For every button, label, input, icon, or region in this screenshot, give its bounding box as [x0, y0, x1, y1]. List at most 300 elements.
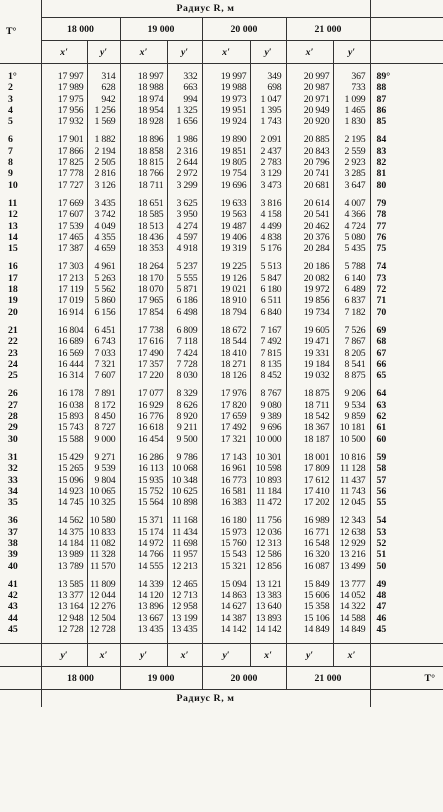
angle-t: 24 [8, 358, 18, 370]
y-value: 1 882 [87, 134, 120, 145]
x-value: 19 890 [202, 134, 250, 145]
y-value: 5 847 [250, 273, 286, 284]
y-value: 13 199 [167, 613, 202, 624]
x-value: 18 353 [120, 243, 167, 254]
table-row [0, 549, 443, 560]
x-value: 19 856 [286, 295, 333, 306]
angle-complement: 56 [370, 486, 443, 497]
angle-complement: 79 [370, 198, 443, 209]
y-value: 2 923 [333, 157, 370, 168]
radius-footer-21000: 21 000 [286, 667, 370, 690]
y-value: 6 156 [87, 307, 120, 318]
x-value: 19 997 [202, 71, 250, 82]
angle-t: 32 [8, 463, 18, 475]
radius-footer-19000: 19 000 [120, 667, 202, 690]
x-value: 18 542 [286, 411, 333, 422]
y-value: 9 500 [167, 434, 202, 445]
angle-t: 36 [8, 515, 18, 527]
y-value: 11 437 [333, 475, 370, 486]
x-value: 14 923 [41, 486, 87, 497]
table-row [0, 198, 443, 209]
y-value: 9 271 [87, 452, 120, 463]
y-value: 10 833 [87, 527, 120, 538]
y-value: 942 [87, 94, 120, 105]
table-row [0, 348, 443, 359]
angle-complement: 46 [370, 613, 443, 624]
x-value: 19 406 [202, 232, 250, 243]
table-row [0, 538, 443, 549]
y-value: 4 274 [167, 221, 202, 232]
col-x-header: x′ [120, 41, 167, 64]
y-value: 314 [87, 71, 120, 82]
x-value: 18 436 [120, 232, 167, 243]
x-value: 17 077 [120, 388, 167, 399]
y-value: 6 809 [167, 325, 202, 336]
y-value: 4 918 [167, 243, 202, 254]
x-value: 17 202 [286, 497, 333, 508]
x-value: 14 849 [286, 624, 333, 635]
x-value: 17 866 [41, 146, 87, 157]
angle-t: 10 [8, 179, 18, 191]
y-value: 4 049 [87, 221, 120, 232]
y-value: 1 047 [250, 94, 286, 105]
x-value: 15 094 [202, 579, 250, 590]
table-row [0, 295, 443, 306]
table-row [0, 475, 443, 486]
x-value: 18 672 [202, 325, 250, 336]
y-value: 5 237 [167, 261, 202, 272]
col-y-footer: y′ [286, 644, 333, 667]
angle-complement: 73 [370, 273, 443, 284]
x-value: 13 164 [41, 601, 87, 612]
y-value: 6 186 [167, 295, 202, 306]
x-value: 15 760 [202, 538, 250, 549]
x-value: 20 741 [286, 168, 333, 179]
y-value: 5 080 [333, 232, 370, 243]
angle-complement: 77 [370, 221, 443, 232]
y-value: 5 555 [167, 273, 202, 284]
y-value: 12 856 [250, 561, 286, 572]
angle-t: 38 [8, 537, 18, 549]
y-value: 5 513 [250, 261, 286, 272]
x-value: 13 989 [41, 549, 87, 560]
y-value: 13 435 [167, 624, 202, 635]
table-row [0, 232, 443, 243]
x-value: 17 119 [41, 284, 87, 295]
y-value: 4 961 [87, 261, 120, 272]
y-value: 6 180 [250, 284, 286, 295]
y-value: 1 395 [250, 105, 286, 116]
y-value: 10 500 [333, 434, 370, 445]
x-value: 17 321 [202, 434, 250, 445]
y-value: 4 499 [250, 221, 286, 232]
radius-header-19000: 19 000 [120, 18, 202, 41]
y-value: 698 [250, 82, 286, 93]
table-title: Радиус R, м [41, 0, 370, 18]
x-value: 17 612 [286, 475, 333, 486]
angle-complement: 69 [370, 325, 443, 336]
y-value: 11 743 [333, 486, 370, 497]
angle-complement: 62 [370, 411, 443, 422]
y-value: 4 659 [87, 243, 120, 254]
x-value: 15 106 [286, 613, 333, 624]
col-x-header: x′ [202, 41, 250, 64]
table-title-footer: Радиус R, м [41, 690, 370, 708]
x-value: 19 471 [286, 336, 333, 347]
table-row [0, 71, 443, 82]
x-value: 20 376 [286, 232, 333, 243]
angle-complement: 68 [370, 336, 443, 347]
y-value: 2 559 [333, 146, 370, 157]
table-row [0, 486, 443, 497]
y-value: 2 816 [87, 168, 120, 179]
y-value: 3 126 [87, 180, 120, 191]
x-value: 20 462 [286, 221, 333, 232]
angle-complement: 52 [370, 538, 443, 549]
x-value: 16 180 [202, 515, 250, 526]
radius-header-20000: 20 000 [202, 18, 286, 41]
angle-t: 40 [8, 560, 18, 572]
y-value: 10 068 [167, 463, 202, 474]
x-value: 17 539 [41, 221, 87, 232]
x-value: 15 752 [120, 486, 167, 497]
x-value: 18 815 [120, 157, 167, 168]
angle-t: 29 [8, 422, 18, 434]
x-value: 14 339 [120, 579, 167, 590]
y-value: 367 [333, 71, 370, 82]
x-value: 16 320 [286, 549, 333, 560]
y-value: 10 065 [87, 486, 120, 497]
y-value: 9 804 [87, 475, 120, 486]
table-row [0, 157, 443, 168]
x-value: 12 948 [41, 613, 87, 624]
x-value: 18 513 [120, 221, 167, 232]
y-value: 6 743 [87, 336, 120, 347]
x-value: 14 766 [120, 549, 167, 560]
angle-complement: 67 [370, 348, 443, 359]
x-value: 16 581 [202, 486, 250, 497]
x-value: 14 387 [202, 613, 250, 624]
angle-t: 3 [8, 93, 13, 105]
y-value: 2 437 [250, 146, 286, 157]
angle-complement: 66 [370, 359, 443, 370]
angle-t: 21 [8, 324, 18, 336]
angle-complement: 61 [370, 422, 443, 433]
x-value: 17 213 [41, 273, 87, 284]
x-value: 13 435 [120, 624, 167, 635]
x-value: 18 974 [120, 94, 167, 105]
y-value: 13 216 [333, 549, 370, 560]
y-value: 1 256 [87, 105, 120, 116]
x-value: 15 935 [120, 475, 167, 486]
angle-complement: 45 [370, 624, 443, 635]
y-value: 12 929 [333, 538, 370, 549]
y-value: 6 489 [333, 284, 370, 295]
angle-complement: 85 [370, 116, 443, 127]
x-value: 15 174 [120, 527, 167, 538]
y-value: 1 465 [333, 105, 370, 116]
y-value: 5 176 [250, 243, 286, 254]
y-value: 13 499 [333, 561, 370, 572]
x-value: 20 971 [286, 94, 333, 105]
table-row [0, 411, 443, 422]
angle-complement: 82 [370, 157, 443, 168]
angle-complement: 49 [370, 579, 443, 590]
x-value: 15 606 [286, 590, 333, 601]
y-value: 8 626 [167, 400, 202, 411]
x-value: 15 893 [41, 411, 87, 422]
table-row [0, 624, 443, 635]
y-value: 11 434 [167, 527, 202, 538]
angle-complement: 65 [370, 370, 443, 381]
table-row [0, 388, 443, 399]
table-row [0, 463, 443, 474]
radius-header-18000: 18 000 [41, 18, 120, 41]
angle-complement: 71 [370, 295, 443, 306]
x-value: 16 961 [202, 463, 250, 474]
table-row [0, 209, 443, 220]
y-value: 10 348 [167, 475, 202, 486]
y-value: 9 539 [87, 463, 120, 474]
x-value: 18 001 [286, 452, 333, 463]
angle-complement: 57 [370, 475, 443, 486]
x-value: 18 896 [120, 134, 167, 145]
angle-complement: 48 [370, 590, 443, 601]
angle-t: 35 [8, 497, 18, 509]
y-value: 12 036 [250, 527, 286, 538]
x-value: 20 997 [286, 71, 333, 82]
y-value: 5 871 [167, 284, 202, 295]
x-value: 16 178 [41, 388, 87, 399]
col-x-header: x′ [286, 41, 333, 64]
x-value: 17 965 [120, 295, 167, 306]
angle-t: 16 [8, 261, 18, 273]
y-value: 12 343 [333, 515, 370, 526]
y-value: 3 816 [250, 198, 286, 209]
y-value: 8 920 [167, 411, 202, 422]
y-value: 12 045 [333, 497, 370, 508]
x-value: 14 562 [41, 515, 87, 526]
x-value: 18 271 [202, 359, 250, 370]
x-value: 19 754 [202, 168, 250, 179]
angle-t: 20 [8, 306, 18, 318]
col-y-header: y′ [87, 41, 120, 64]
y-value: 6 451 [87, 325, 120, 336]
angle-complement: 76 [370, 232, 443, 243]
x-value: 17 019 [41, 295, 87, 306]
x-value: 18 858 [120, 146, 167, 157]
x-value: 15 096 [41, 475, 87, 486]
y-value: 11 809 [87, 579, 120, 590]
x-value: 19 319 [202, 243, 250, 254]
y-value: 7 728 [167, 359, 202, 370]
y-value: 11 082 [87, 538, 120, 549]
angle-t: 6 [8, 134, 13, 146]
x-value: 18 544 [202, 336, 250, 347]
y-value: 12 638 [333, 527, 370, 538]
y-value: 6 498 [167, 307, 202, 318]
table-row [0, 284, 443, 295]
y-value: 7 867 [333, 336, 370, 347]
y-value: 13 777 [333, 579, 370, 590]
x-value: 14 142 [202, 624, 250, 635]
angle-t: 31 [8, 451, 18, 463]
angle-complement: 87 [370, 94, 443, 105]
x-value: 15 543 [202, 549, 250, 560]
x-value: 17 825 [41, 157, 87, 168]
x-value: 17 303 [41, 261, 87, 272]
x-value: 16 113 [120, 463, 167, 474]
y-value: 8 875 [333, 370, 370, 381]
table-row [0, 527, 443, 538]
y-value: 4 355 [87, 232, 120, 243]
angle-t: 26 [8, 388, 18, 400]
y-value: 6 140 [333, 273, 370, 284]
y-value: 4 597 [167, 232, 202, 243]
y-value: 5 263 [87, 273, 120, 284]
x-value: 18 928 [120, 116, 167, 127]
y-value: 7 118 [167, 336, 202, 347]
x-value: 15 564 [120, 497, 167, 508]
col-y-header: y′ [167, 41, 202, 64]
y-value: 12 044 [87, 590, 120, 601]
y-value: 3 129 [250, 168, 286, 179]
x-value: 13 896 [120, 601, 167, 612]
x-value: 16 383 [202, 497, 250, 508]
angle-t: 11 [8, 197, 18, 209]
x-value: 20 885 [286, 134, 333, 145]
angle-t: 39 [8, 549, 18, 561]
x-value: 19 924 [202, 116, 250, 127]
table-row [0, 601, 443, 612]
x-value: 20 843 [286, 146, 333, 157]
y-value: 12 276 [87, 601, 120, 612]
y-value: 11 957 [167, 549, 202, 560]
angle-complement: 70 [370, 307, 443, 318]
x-value: 16 454 [120, 434, 167, 445]
angle-complement: 47 [370, 601, 443, 612]
y-value: 10 598 [250, 463, 286, 474]
x-value: 15 973 [202, 527, 250, 538]
y-value: 8 767 [250, 388, 286, 399]
table-row [0, 116, 443, 127]
y-value: 7 492 [250, 336, 286, 347]
y-value: 7 033 [87, 348, 120, 359]
x-value: 19 851 [202, 146, 250, 157]
x-value: 18 126 [202, 370, 250, 381]
x-value: 15 429 [41, 452, 87, 463]
x-value: 14 863 [202, 590, 250, 601]
x-value: 16 689 [41, 336, 87, 347]
x-value: 18 954 [120, 105, 167, 116]
x-value: 17 820 [202, 400, 250, 411]
y-value: 628 [87, 82, 120, 93]
y-value: 8 727 [87, 422, 120, 433]
x-value: 19 734 [286, 307, 333, 318]
x-value: 17 669 [41, 198, 87, 209]
col-x-footer: x′ [87, 644, 120, 667]
x-value: 17 387 [41, 243, 87, 254]
col-x-header: x′ [41, 41, 87, 64]
y-value: 2 644 [167, 157, 202, 168]
x-value: 14 627 [202, 601, 250, 612]
x-value: 17 490 [120, 348, 167, 359]
x-value: 20 681 [286, 180, 333, 191]
x-value: 19 696 [202, 180, 250, 191]
x-value: 18 997 [120, 71, 167, 82]
x-value: 16 038 [41, 400, 87, 411]
y-value: 3 299 [167, 180, 202, 191]
y-value: 9 000 [87, 434, 120, 445]
x-value: 17 738 [120, 325, 167, 336]
y-value: 12 213 [167, 561, 202, 572]
x-value: 19 972 [286, 284, 333, 295]
angle-t: 14 [8, 231, 18, 243]
x-value: 14 972 [120, 538, 167, 549]
y-value: 9 786 [167, 452, 202, 463]
x-value: 19 225 [202, 261, 250, 272]
x-value: 19 021 [202, 284, 250, 295]
angle-t: 30 [8, 433, 18, 445]
x-value: 20 082 [286, 273, 333, 284]
x-value: 17 220 [120, 370, 167, 381]
y-value: 13 121 [250, 579, 286, 590]
table-row [0, 146, 443, 157]
table-row [0, 434, 443, 445]
angle-complement: 55 [370, 497, 443, 508]
x-value: 19 951 [202, 105, 250, 116]
angle-t: 1° [8, 71, 17, 82]
table-row [0, 515, 443, 526]
angle-complement: 50 [370, 561, 443, 572]
y-value: 4 838 [250, 232, 286, 243]
y-value: 13 640 [250, 601, 286, 612]
angle-t: 22 [8, 336, 18, 348]
radius-header-21000: 21 000 [286, 18, 370, 41]
y-value: 3 473 [250, 180, 286, 191]
x-value: 17 143 [202, 452, 250, 463]
y-value: 9 859 [333, 411, 370, 422]
x-value: 18 711 [286, 400, 333, 411]
y-value: 1 325 [167, 105, 202, 116]
y-value: 4 366 [333, 209, 370, 220]
y-value: 9 696 [250, 422, 286, 433]
y-value: 3 285 [333, 168, 370, 179]
x-value: 18 766 [120, 168, 167, 179]
y-value: 11 168 [167, 515, 202, 526]
x-value: 14 184 [41, 538, 87, 549]
y-value: 4 158 [250, 209, 286, 220]
table-row [0, 325, 443, 336]
y-value: 3 435 [87, 198, 120, 209]
angle-t: 44 [8, 612, 18, 624]
x-value: 16 773 [202, 475, 250, 486]
y-value: 11 472 [250, 497, 286, 508]
y-value: 1 830 [333, 116, 370, 127]
table-row [0, 590, 443, 601]
y-value: 9 534 [333, 400, 370, 411]
x-value: 13 377 [41, 590, 87, 601]
y-value: 10 625 [167, 486, 202, 497]
y-value: 12 313 [250, 538, 286, 549]
x-value: 16 286 [120, 452, 167, 463]
angle-complement: 54 [370, 515, 443, 526]
x-value: 17 778 [41, 168, 87, 179]
y-value: 11 128 [333, 463, 370, 474]
y-value: 8 172 [87, 400, 120, 411]
table-row [0, 307, 443, 318]
angle-t: 15 [8, 243, 18, 255]
